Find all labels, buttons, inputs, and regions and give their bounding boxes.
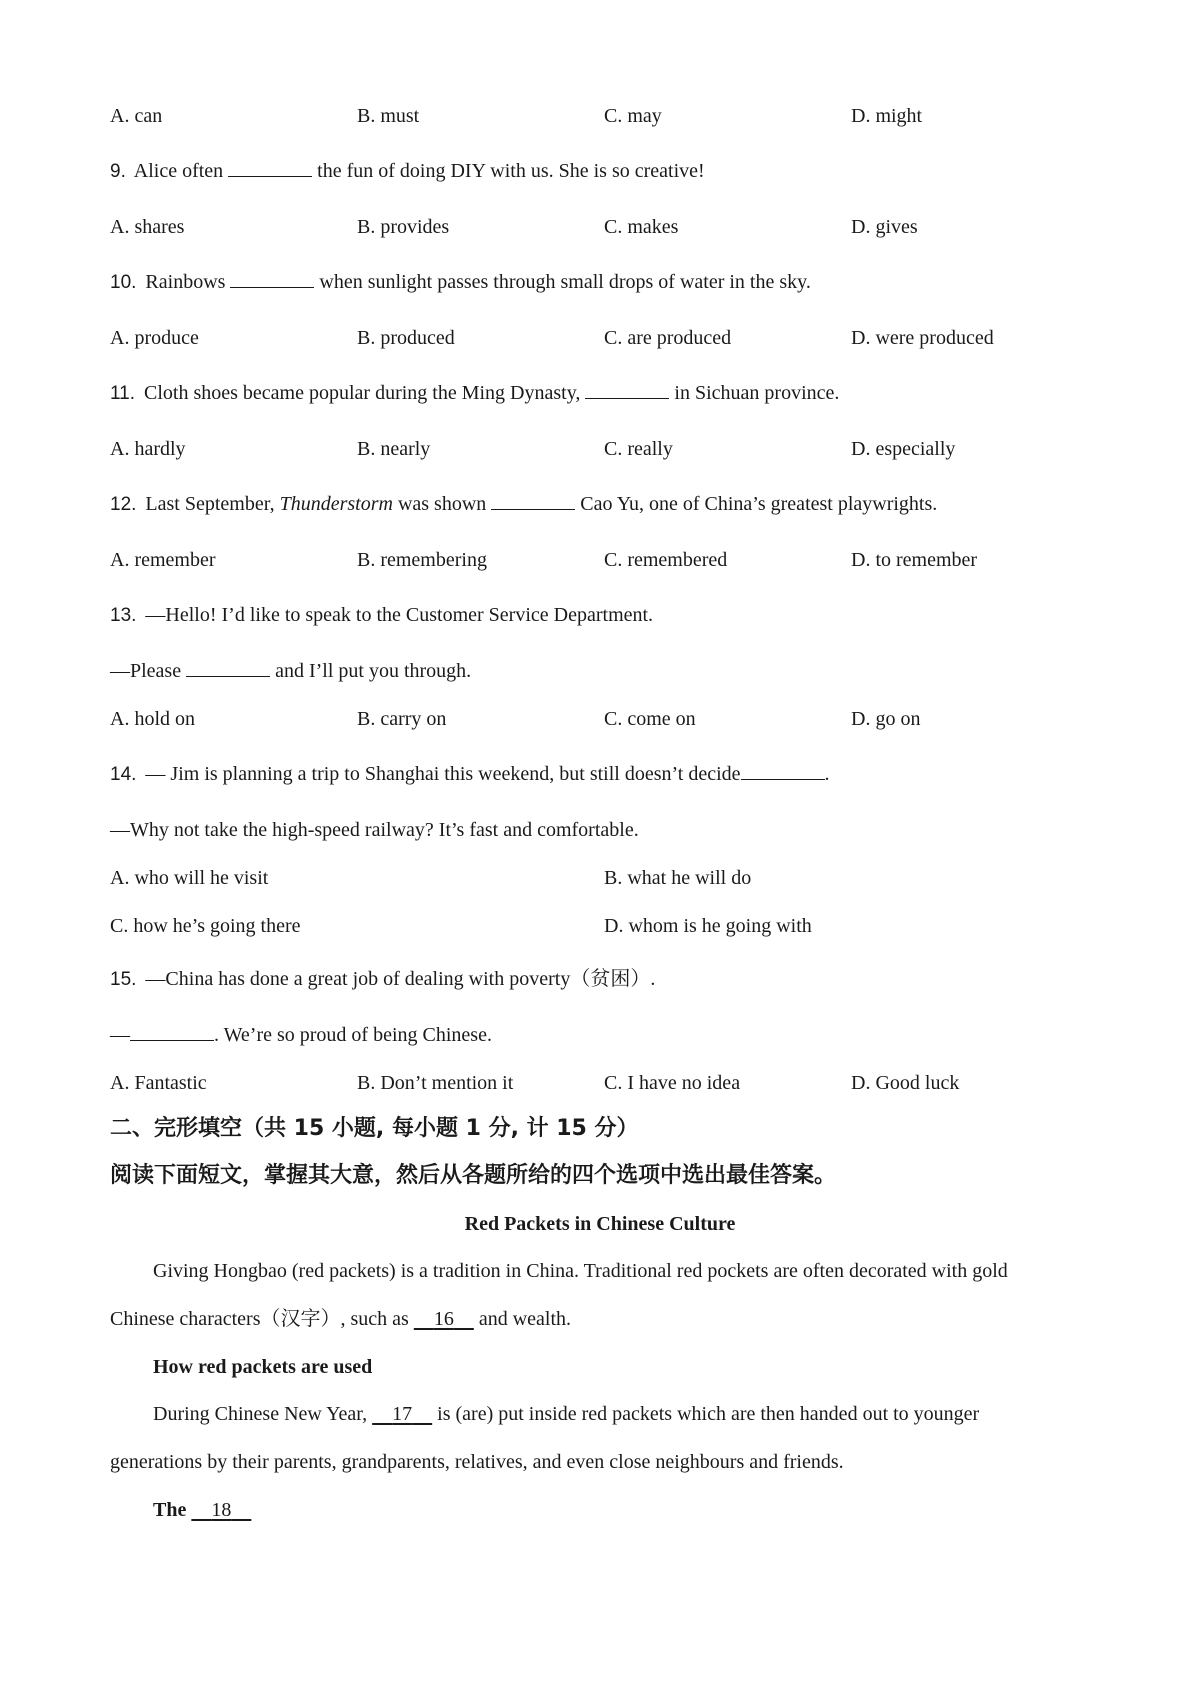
passage-text: Giving Hongbao (red packets) is a tradition in China. Traditional red pockets are often decorated with gold <box>153 1260 1008 1282</box>
option: D. whom is he going with <box>604 915 812 937</box>
answer-blank <box>228 160 312 177</box>
option: C. how he’s going there <box>110 915 301 937</box>
passage-title: Red Packets in Chinese Culture <box>464 1213 736 1235</box>
question-13 <box>110 603 653 628</box>
question-text: —Why not take the high-speed railway? It’s fast and comfortable. <box>110 819 639 841</box>
gap-number: 18 <box>211 1499 232 1521</box>
question-15-reply <box>110 1023 492 1047</box>
option: A. can <box>110 105 163 127</box>
option: D. especially <box>851 438 956 460</box>
question-text: Alice often <box>133 160 224 182</box>
question-15 <box>110 967 655 992</box>
question-text: and I’ll put you through. <box>275 660 472 682</box>
option: C. really <box>604 438 673 460</box>
answer-blank <box>130 1024 214 1041</box>
section-instruction: 阅读下面短文，掌握其大意，然后从各题所给的四个选项中选出最佳答案。 <box>110 1163 837 1188</box>
option: B. what he will do <box>604 867 752 889</box>
option: C. may <box>604 105 662 127</box>
question-number: 11. <box>110 383 136 404</box>
question-text: Cao Yu, one of China’s greatest playwrights. <box>580 493 938 515</box>
question-text: in Sichuan province. <box>674 382 840 404</box>
subheading-partial <box>153 1498 251 1522</box>
passage-text: generations by their parents, grandparents, relatives, and even close neighbours and friends. <box>110 1451 844 1473</box>
question-text: when sunlight passes through small drops of water in the sky. <box>319 271 811 293</box>
gap-16 <box>414 1308 474 1330</box>
subheading-text: The <box>153 1499 187 1521</box>
option: D. go on <box>851 708 921 730</box>
passage-text: and wealth. <box>478 1308 571 1330</box>
option: B. carry on <box>357 708 447 730</box>
gap-18 <box>191 1499 251 1521</box>
option: D. gives <box>851 216 918 238</box>
question-11 <box>110 381 839 406</box>
option: B. must <box>357 105 420 127</box>
option: A. who will he visit <box>110 867 269 889</box>
question-number: 12. <box>110 494 137 515</box>
option: A. hardly <box>110 438 186 460</box>
option: D. were produced <box>851 327 994 349</box>
option: A. produce <box>110 327 199 349</box>
question-number: 10. <box>110 272 137 293</box>
option: B. provides <box>357 216 450 238</box>
question-text: — Jim is planning a trip to Shanghai this weekend, but still doesn’t decide <box>145 763 741 785</box>
passage-line <box>110 1307 571 1331</box>
option: C. makes <box>604 216 679 238</box>
subheading: How red packets are used <box>153 1356 373 1378</box>
question-text: —Hello! I’d like to speak to the Customer Service Department. <box>145 604 654 626</box>
question-text: Last September, <box>145 493 275 515</box>
option: A. Fantastic <box>110 1072 207 1094</box>
question-text: Rainbows <box>145 271 226 293</box>
option: D. to remember <box>851 549 978 571</box>
question-number: 13. <box>110 605 137 626</box>
option: A. remember <box>110 549 216 571</box>
question-9 <box>110 159 705 184</box>
gap-number: 17 <box>392 1403 413 1425</box>
work-title: Thunderstorm <box>279 493 393 515</box>
question-text: —China has done a great job of dealing with poverty（贫困）. <box>145 968 656 990</box>
question-12 <box>110 492 937 517</box>
option: C. remembered <box>604 549 728 571</box>
question-number: 15. <box>110 969 137 990</box>
answer-blank <box>585 382 669 399</box>
gap-number: 16 <box>433 1308 454 1330</box>
question-text: . We’re so proud of being Chinese. <box>214 1024 492 1046</box>
question-number: 9. <box>110 161 126 182</box>
option: C. come on <box>604 708 696 730</box>
passage-text: During Chinese New Year, <box>153 1403 368 1425</box>
answer-blank <box>741 763 825 780</box>
section-heading: 二、完形填空（共 15 小题, 每小题 1 分, 计 15 分） <box>110 1116 639 1141</box>
question-text: Cloth shoes became popular during the Ming Dynasty, <box>144 382 581 404</box>
answer-blank <box>230 271 314 288</box>
question-13-reply <box>110 659 471 683</box>
option: A. hold on <box>110 708 195 730</box>
question-text: —Please <box>110 660 182 682</box>
answer-blank <box>186 660 270 677</box>
question-14-reply <box>110 818 639 842</box>
passage-line <box>153 1402 979 1426</box>
question-text: the fun of doing DIY with us. She is so creative! <box>317 160 705 182</box>
gap-17 <box>372 1403 432 1425</box>
passage-text: Chinese characters（汉字）, such as <box>110 1308 409 1330</box>
option: A. shares <box>110 216 185 238</box>
option: B. nearly <box>357 438 431 460</box>
option: B. remembering <box>357 549 487 571</box>
answer-blank <box>491 493 575 510</box>
question-number: 14. <box>110 764 137 785</box>
passage-text: is (are) put inside red packets which are then handed out to younger <box>437 1403 980 1425</box>
question-text: — <box>110 1024 130 1046</box>
option: C. are produced <box>604 327 732 349</box>
option: D. Good luck <box>851 1072 960 1094</box>
question-14: 14. — Jim is planning a trip to Shanghai this weekend, but still doesn’t decide . <box>110 763 830 785</box>
option: B. Don’t mention it <box>357 1072 514 1094</box>
option: C. I have no idea <box>604 1072 741 1094</box>
option: B. produced <box>357 327 455 349</box>
question-10 <box>110 270 811 295</box>
option: D. might <box>851 105 923 127</box>
question-text: was shown <box>397 493 487 515</box>
